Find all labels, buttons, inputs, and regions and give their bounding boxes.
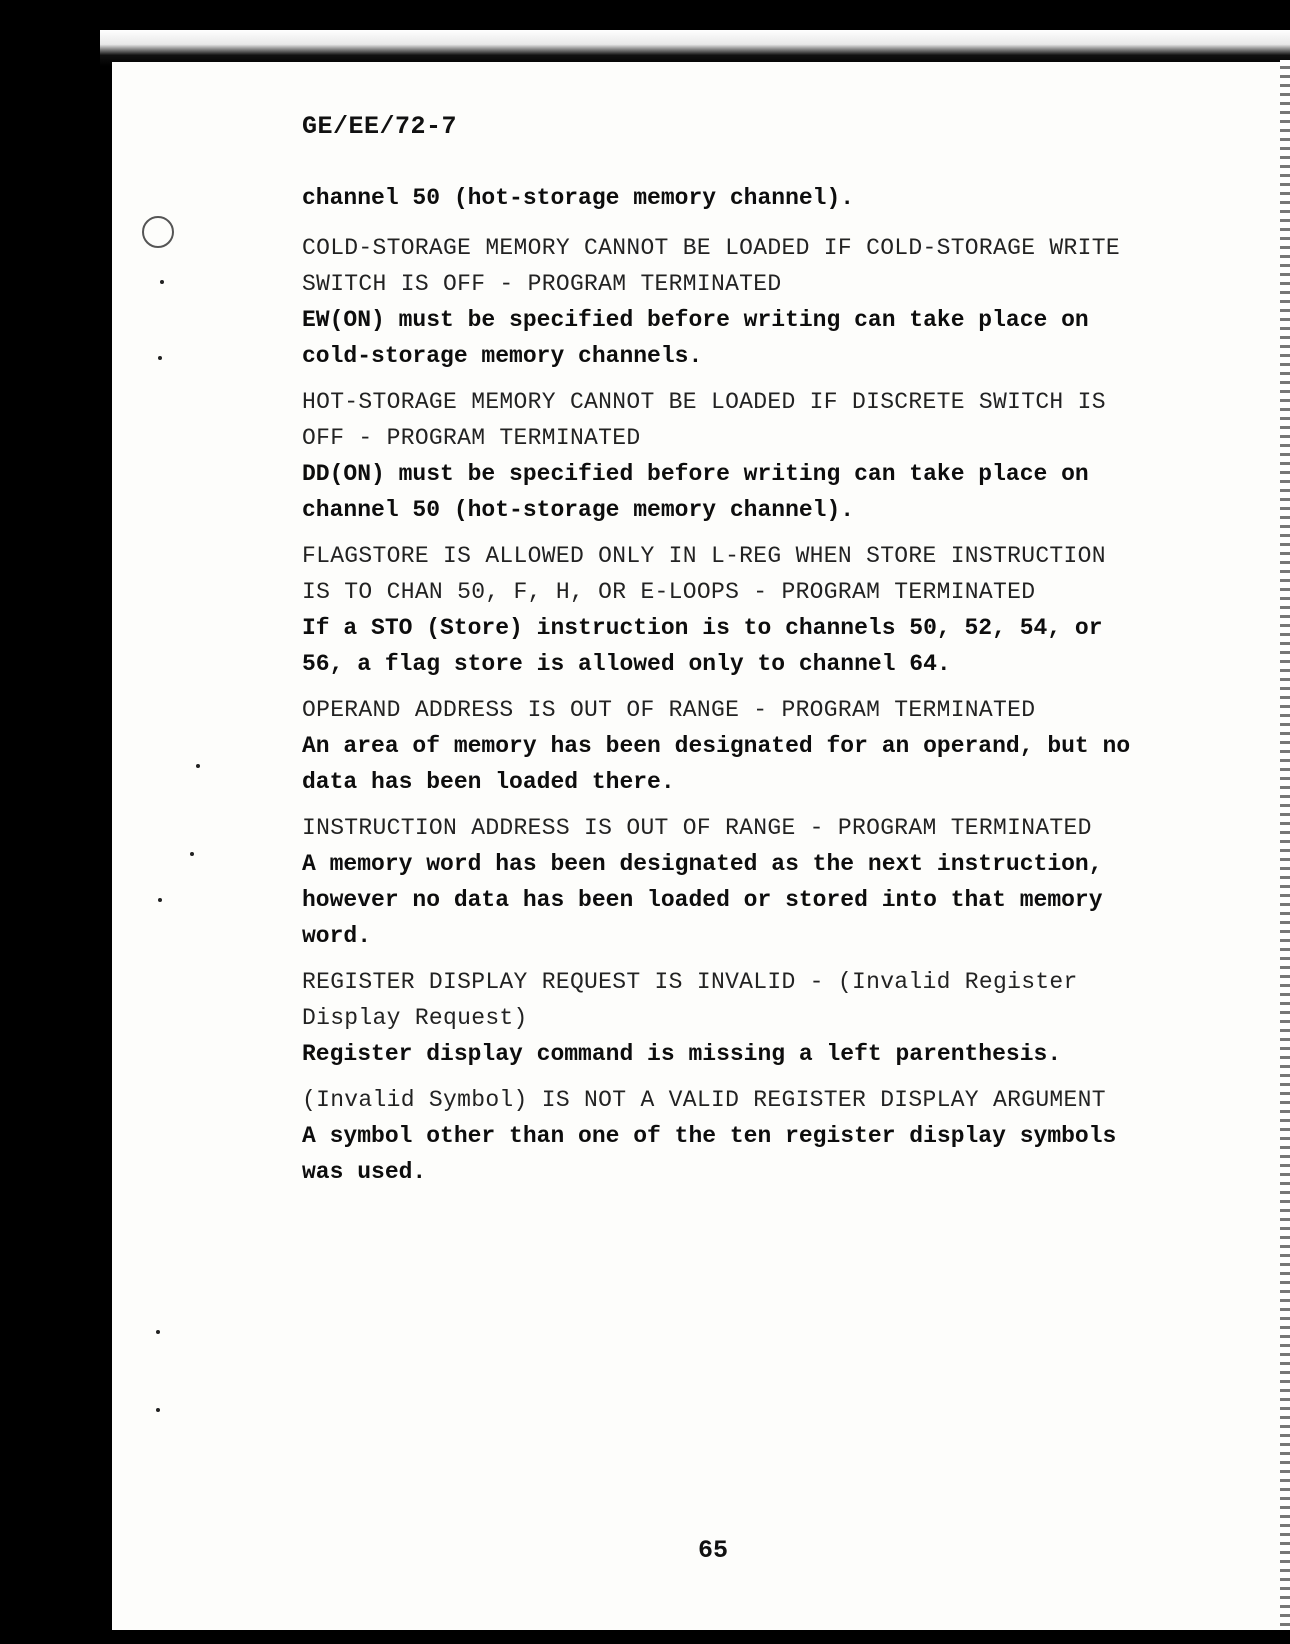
error-message: REGISTER DISPLAY REQUEST IS INVALID - (Invalid Register Display Request) bbox=[302, 969, 1078, 1031]
error-entry bbox=[302, 964, 1142, 1072]
error-message: (Invalid Symbol) IS NOT A VALID REGISTER DISPLAY ARGUMENT bbox=[302, 1087, 1106, 1113]
error-entry bbox=[302, 230, 1142, 374]
error-message: HOT-STORAGE MEMORY CANNOT BE LOADED IF DISCRETE SWITCH IS OFF - PROGRAM TERMINATED bbox=[302, 389, 1106, 451]
error-entry bbox=[302, 384, 1142, 528]
speck bbox=[158, 356, 162, 360]
scan-right-edge bbox=[1280, 60, 1290, 1644]
error-message: OPERAND ADDRESS IS OUT OF RANGE - PROGRAM TERMINATED bbox=[302, 697, 1036, 723]
error-description: If a STO (Store) instruction is to channels 50, 52, 54, or 56, a flag store is allowed only to channel 64. bbox=[302, 615, 1103, 677]
error-entry bbox=[302, 692, 1142, 800]
page-number: 65 bbox=[698, 1536, 729, 1565]
speck bbox=[190, 852, 194, 856]
error-entry bbox=[302, 538, 1142, 682]
scan-bottom-edge bbox=[112, 1630, 1290, 1644]
error-description: Register display command is missing a left parenthesis. bbox=[302, 1041, 1062, 1067]
error-message: COLD-STORAGE MEMORY CANNOT BE LOADED IF COLD-STORAGE WRITE SWITCH IS OFF - PROGRAM TERMINATED bbox=[302, 235, 1120, 297]
speck bbox=[156, 1408, 160, 1412]
error-message: INSTRUCTION ADDRESS IS OUT OF RANGE - PROGRAM TERMINATED bbox=[302, 815, 1092, 841]
speck bbox=[160, 280, 164, 284]
error-description: A symbol other than one of the ten register display symbols was used. bbox=[302, 1123, 1117, 1185]
error-message: FLAGSTORE IS ALLOWED ONLY IN L-REG WHEN STORE INSTRUCTION IS TO CHAN 50, F, H, OR E-LOOPS - PROGRAM TERMINATED bbox=[302, 543, 1106, 605]
scan-top-edge bbox=[100, 30, 1290, 66]
error-description: EW(ON) must be specified before writing can take place on cold-storage memory channels. bbox=[302, 307, 1089, 369]
document-id: GE/EE/72-7 bbox=[302, 112, 458, 141]
error-description: An area of memory has been designated for an operand, but no data has been loaded there. bbox=[302, 733, 1131, 795]
speck bbox=[156, 1330, 160, 1334]
page-body bbox=[302, 180, 1142, 1200]
error-entry bbox=[302, 810, 1142, 954]
intro-text: channel 50 (hot-storage memory channel). bbox=[302, 185, 855, 211]
punch-hole bbox=[142, 216, 174, 248]
speck bbox=[196, 764, 200, 768]
error-description: DD(ON) must be specified before writing can take place on channel 50 (hot-storage memory channel). bbox=[302, 461, 1089, 523]
error-entry bbox=[302, 1082, 1142, 1190]
error-description: A memory word has been designated as the next instruction, however no data has been loaded or stored into that memory word. bbox=[302, 851, 1103, 949]
speck bbox=[158, 898, 162, 902]
